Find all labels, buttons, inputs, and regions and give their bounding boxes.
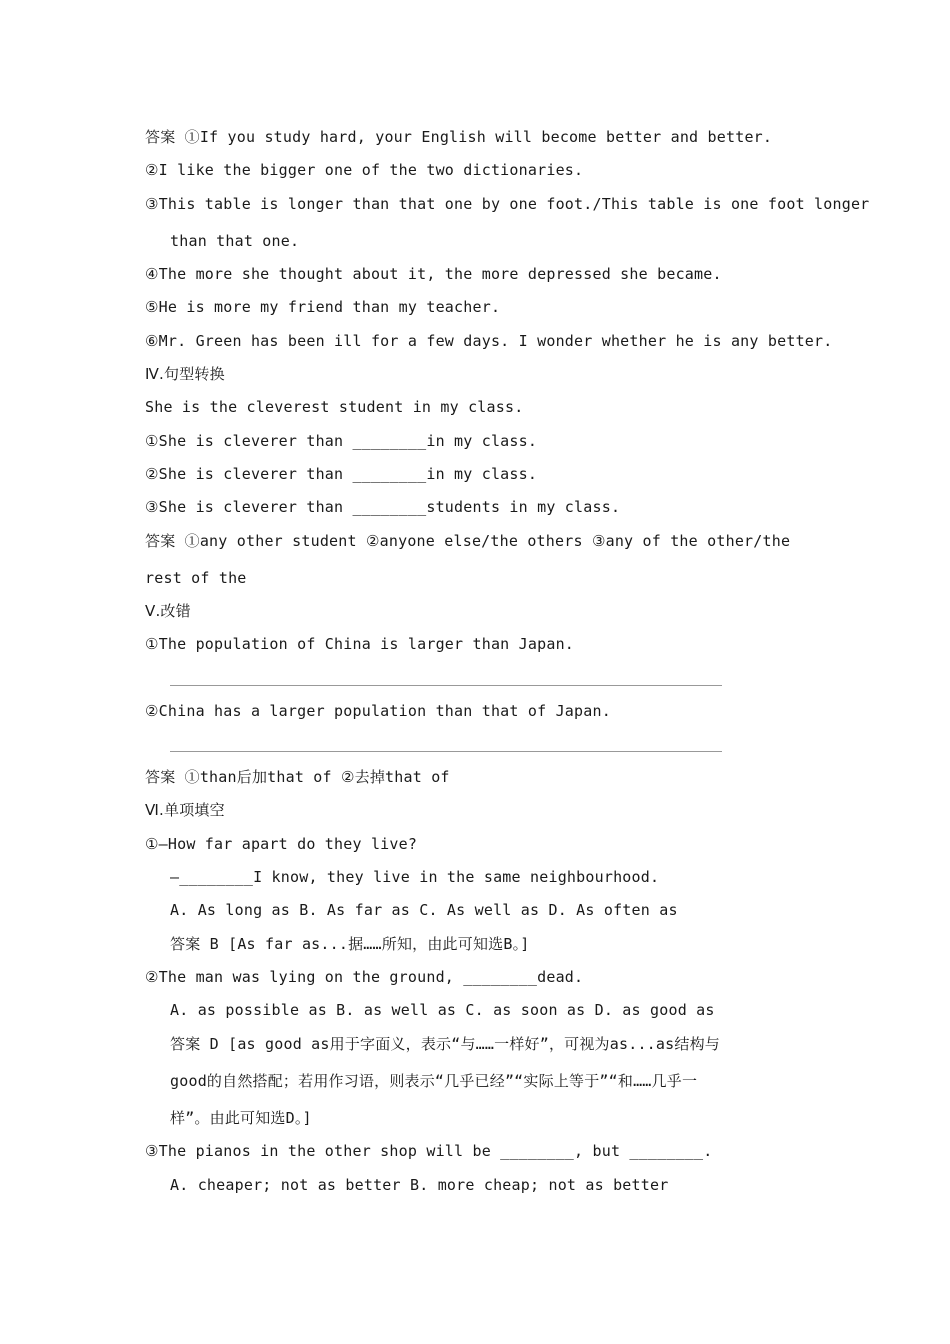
- mc-question-2: ②The man was lying on the ground, ________dead.: [145, 968, 584, 986]
- mc-question-2-answer: 答案 D [as good as用于字面义，表示“与……一样好”，可视为as...as结构与: [170, 1035, 720, 1053]
- transform-item-3: ③She is cleverer than ________students in my class.: [145, 498, 621, 516]
- mc-question-2-options: A. as possible as B. as well as C. as soon as D. as good as: [170, 1001, 715, 1019]
- answer-line-2: ②I like the bigger one of the two dictionaries.: [145, 161, 584, 179]
- correction-item-1: ①The population of China is larger than Japan.: [145, 635, 575, 653]
- answer-blank-line-1: [170, 685, 722, 686]
- mc-question-1-options: A. As long as B. As far as C. As well as D. As often as: [170, 901, 678, 919]
- transform-answer-cont: rest of the: [145, 569, 247, 587]
- mc-question-1-answer: 答案 B [As far as...据……所知，由此可知选B。]: [170, 935, 530, 953]
- correction-answer: 答案 ①than后加that of ②去掉that of: [145, 768, 450, 786]
- mc-question-3-options: A. cheaper; not as better B. more cheap; not as better: [170, 1176, 669, 1194]
- transform-item-2: ②She is cleverer than ________in my class.: [145, 465, 538, 483]
- mc-question-3: ③The pianos in the other shop will be ________, but ________.: [145, 1142, 713, 1160]
- answer-line-6: ⑥Mr. Green has been ill for a few days. I wonder whether he is any better.: [145, 332, 833, 350]
- transform-answer: 答案 ①any other student ②anyone else/the others ③any of the other/the: [145, 532, 791, 550]
- answer-line-4: ④The more she thought about it, the more depressed she became.: [145, 265, 722, 283]
- transform-prompt: She is the cleverest student in my class.: [145, 398, 524, 416]
- answer-line-5: ⑤He is more my friend than my teacher.: [145, 298, 501, 316]
- answer-blank-line-2: [170, 751, 722, 752]
- section-heading-vi: Ⅵ.单项填空: [145, 801, 225, 819]
- mc-question-1: ①—How far apart do they live?: [145, 835, 418, 853]
- answer-line-3: ③This table is longer than that one by one foot./This table is one foot longer: [145, 195, 870, 213]
- mc-question-1-reply: —________I know, they live in the same neighbourhood.: [170, 868, 660, 886]
- answer-line-1: 答案 ①If you study hard, your English will become better and better.: [145, 128, 773, 146]
- correction-item-2: ②China has a larger population than that of Japan.: [145, 702, 611, 720]
- section-heading-v: Ⅴ.改错: [145, 602, 191, 620]
- transform-item-1: ①She is cleverer than ________in my class.: [145, 432, 538, 450]
- answer-line-3-cont: than that one.: [170, 232, 300, 250]
- mc-question-2-answer-cont-2: 样”。由此可知选D。]: [170, 1109, 312, 1127]
- mc-question-2-answer-cont-1: good的自然搭配；若用作习语，则表示“几乎已经”“实际上等于”“和……几乎一: [170, 1072, 698, 1090]
- section-heading-iv: Ⅳ.句型转换: [145, 365, 225, 383]
